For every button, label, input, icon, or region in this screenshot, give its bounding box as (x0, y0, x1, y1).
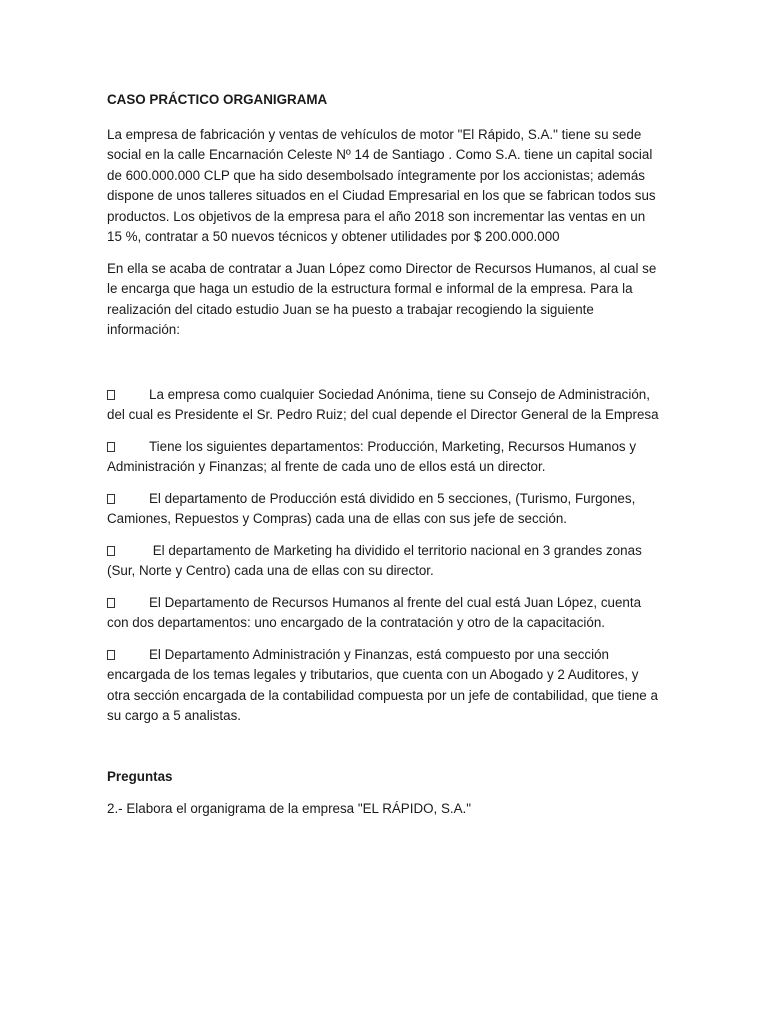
bullet-item (107, 489, 663, 530)
intro-paragraph: La empresa de fabricación y ventas de vehículos de motor "El Rápido, S.A." tiene su sede social en la calle Encarnación Celeste Nº 14 de Santiago . Como S.A. tiene un capital social de 600.000.000 CLP que ha sido desembolsado íntegramente por los accionistas; además dispone de unos talleres situados en el Ciudad Empresarial en los que se fabrican todos sus productos. Los objetivos de la empresa para el año 2018 son incrementar las ventas en un 15 %, contratar a 50 nuevos técnicos y obtener utilidades por $ 200.000.000 (107, 126, 656, 244)
bullet-text: El departamento de Marketing ha dividido el territorio nacional en 3 grandes zonas (Sur, Norte y Centro) cada una de ellas con su director. (107, 542, 642, 578)
bullet-text: Tiene los siguientes departamentos: Producción, Marketing, Recursos Humanos y Administración y Finanzas; al frente de cada uno de ellos está un director. (107, 438, 637, 474)
context-paragraph: En ella se acaba de contratar a Juan López como Director de Recursos Humanos, al cual se le encarga que haga un estudio de la estructura formal e informal de la empresa. Para la realización del citado estudio Juan se ha puesto a trabajar recogiendo la siguiente información: (107, 260, 657, 337)
bullet-text: El Departamento Administración y Finanzas, está compuesto por una sección encargada de los temas legales y tributarios, que cuenta con un Abogado y 2 Auditores, y otra sección encargada de la contabilidad compuesta por un jefe de contabilidad, que tiene a su cargo a 5 analistas. (107, 646, 658, 723)
spacer (107, 352, 663, 385)
bullet-item (107, 593, 663, 634)
questions-heading: Preguntas (107, 768, 173, 784)
document-page (107, 90, 663, 820)
bullet-item (107, 437, 663, 478)
bullet-text: El departamento de Producción está dividido en 5 secciones, (Turismo, Furgones, Camiones, Repuestos y Compras) cada una de ellas con sus jefe de sección. (107, 490, 636, 526)
document-title: CASO PRÁCTICO ORGANIGRAMA (107, 92, 328, 107)
bullet-box-icon (107, 494, 115, 504)
bullet-item (107, 385, 663, 426)
bullet-box-icon (107, 442, 115, 452)
bullet-item (107, 541, 663, 582)
bullet-box-icon (107, 598, 115, 608)
question-item: 2.- Elabora el organigrama de la empresa "EL RÁPIDO, S.A." (107, 801, 472, 816)
bullet-text: El Departamento de Recursos Humanos al frente del cual está Juan López, cuenta con dos departamentos: uno encargado de la contratación y otro de la capacitación. (107, 594, 642, 630)
bullet-box-icon (107, 546, 115, 556)
bullet-text: La empresa como cualquier Sociedad Anónima, tiene su Consejo de Administración, del cual es Presidente el Sr. Pedro Ruiz; del cual depende el Director General de la Empresa (107, 386, 659, 422)
bullet-box-icon (107, 390, 115, 400)
bullet-item (107, 645, 663, 727)
bullet-box-icon (107, 650, 115, 660)
